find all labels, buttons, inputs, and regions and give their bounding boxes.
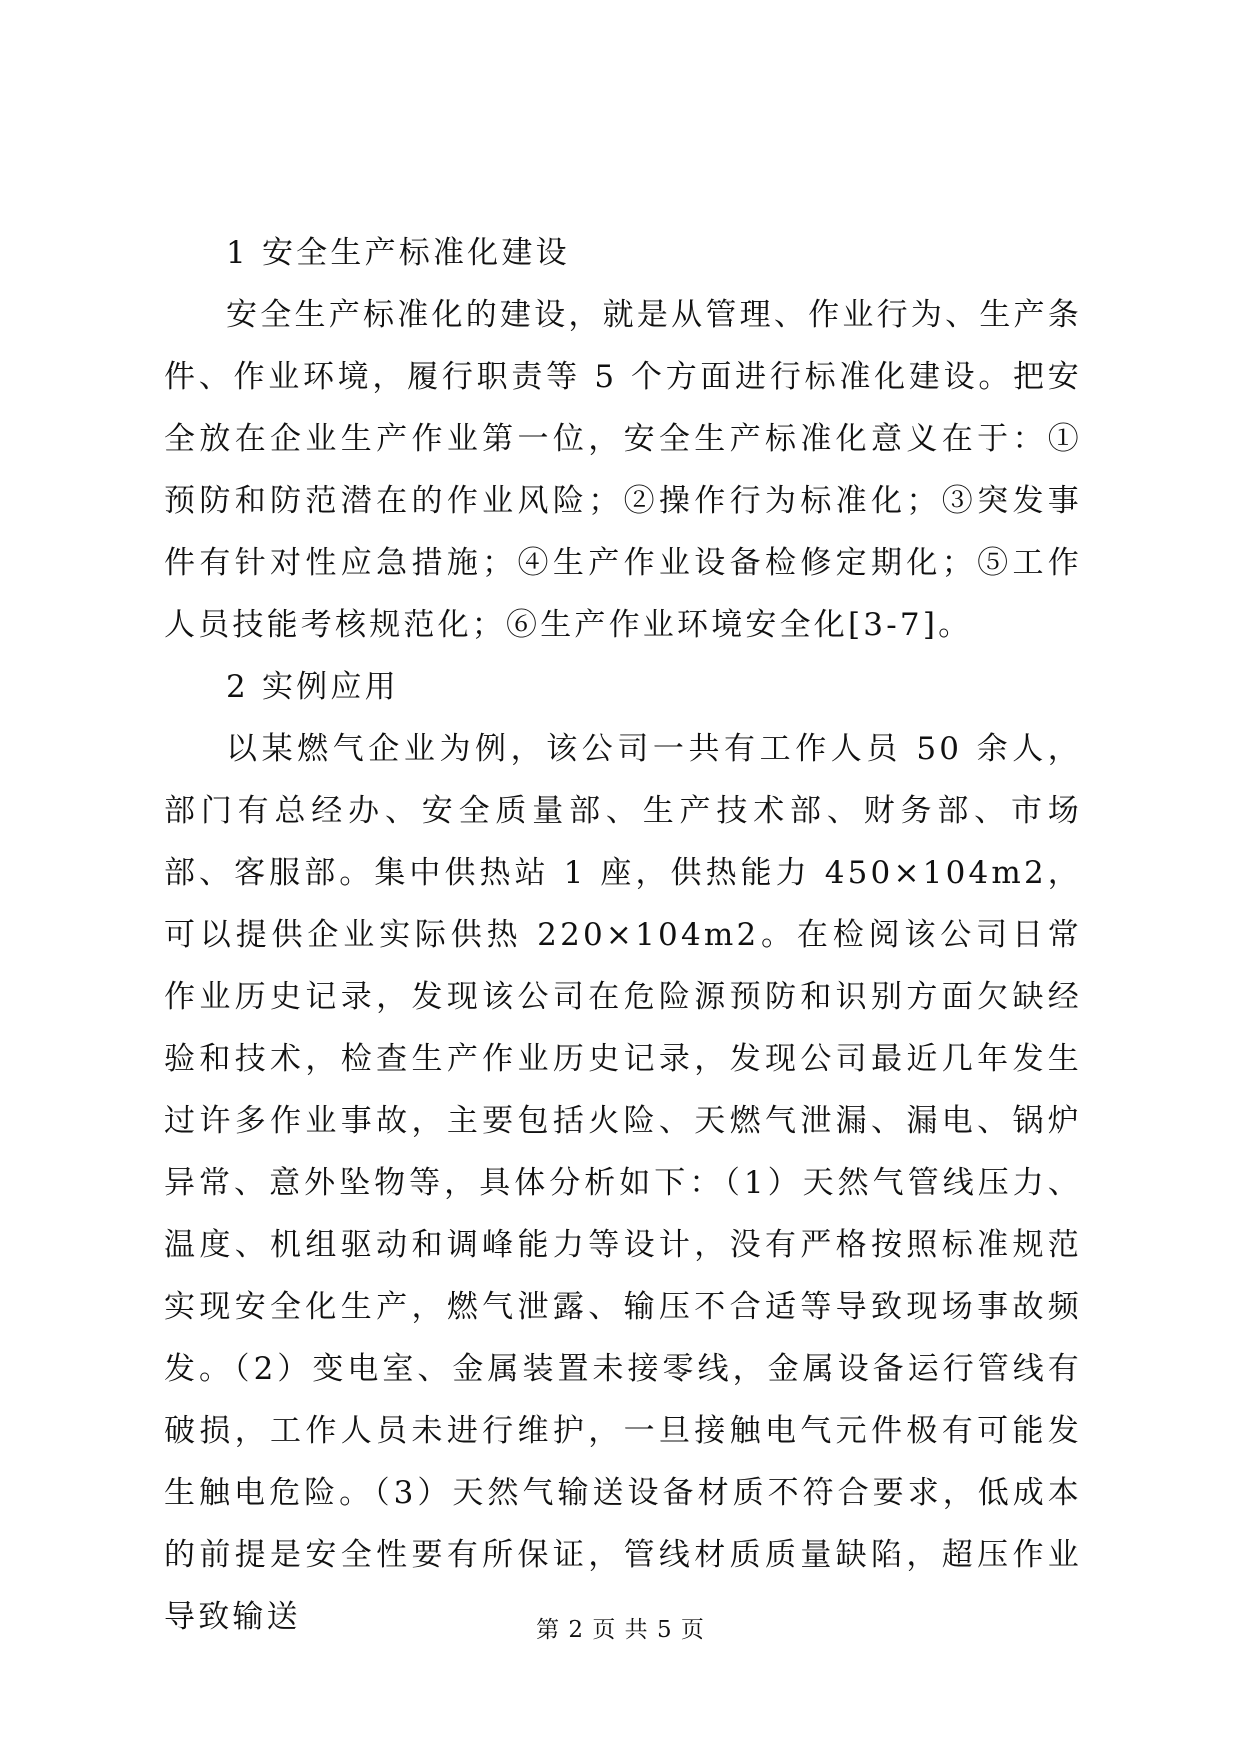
section-heading-case-application: 2 实例应用 — [226, 669, 399, 705]
section-heading-safety-standardization: 1 安全生产标准化建设 — [226, 235, 570, 271]
paragraph-case-application: 以某燃气企业为例，该公司一共有工作人员 50 余人，部门有总经办、安全质量部、生产技术部、财务部、市场部、客服部。集中供热站 1 座，供热能力 450×104m2，可以提供企业实际供热 220×104m2。在检阅该公司日常作业历史记录，发现该公司在危险源预防和识别方面欠缺经验和技术，检查生产作业历史记录，发现公司最近几年发生过许多作业事故，主要包括火险、天燃气泄漏、漏电、锅炉异常、意外坠物等，具体分析如下：（1）天然气管线压力、温度、机组驱动和调峰能力等设计，没有严格按照标准规范实现安全化生产，燃气泄露、输压不合适等导致现场事故频发。（2）变电室、金属装置未接零线，金属设备运行管线有破损，工作人员未进行维护，一旦接触电气元件极有可能发生触电危险。（3）天然气输送设备材质不符合要求，低成本的前提是安全性要有所保证，管线材质质量缺陷，超压作业导致输送 — [164, 731, 1082, 1635]
paragraph-safety-standardization: 安全生产标准化的建设，就是从管理、作业行为、生产条件、作业环境，履行职责等 5 个方面进行标准化建设。把安全放在企业生产作业第一位，安全生产标准化意义在于：①预防和防范潜在的作业风险；②操作行为标准化；③突发事件有针对性应急措施；④生产作业设备检修定期化；⑤工作人员技能考核规范化；⑥生产作业环境安全化[3-7]。 — [164, 297, 1082, 643]
page-number-footer: 第 2 页 共 5 页 — [536, 1617, 705, 1643]
document-body — [164, 222, 1082, 1648]
